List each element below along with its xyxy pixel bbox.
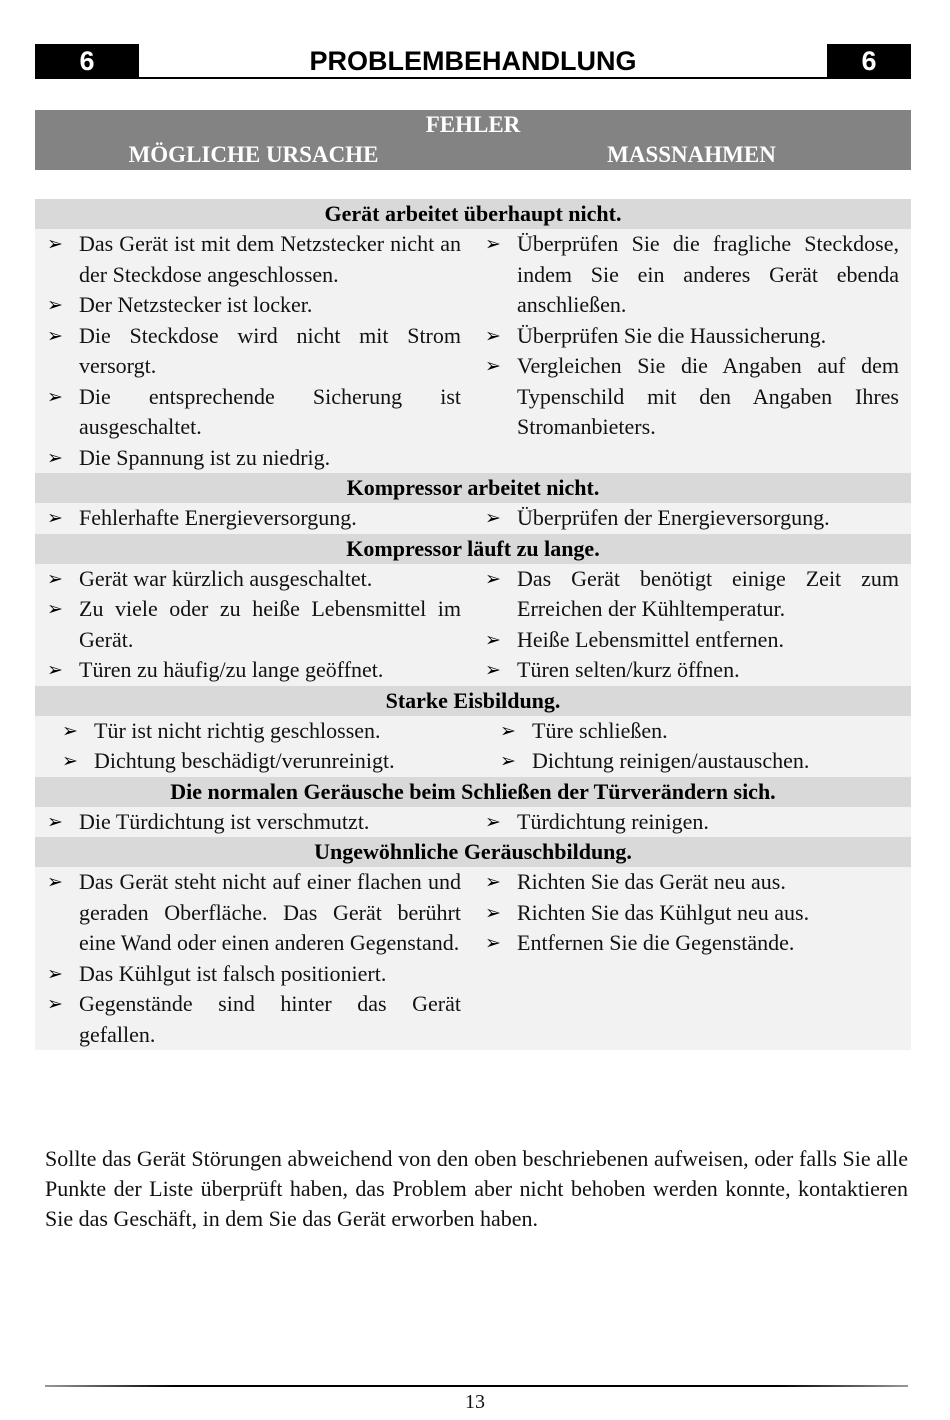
arrowhead-bullet-icon: ➢ <box>62 750 78 772</box>
section-title: Kompressor läuft zu lange. <box>35 534 911 564</box>
cause-item <box>45 989 461 1050</box>
action-list <box>473 716 911 777</box>
cause-list <box>35 807 473 838</box>
closing-paragraph: Sollte das Gerät Störungen abweichend von den oben beschriebenen aufweisen, oder falls Sie alle Punkte der Liste überprüft haben, das Problem aber nicht behoben werden konnte, kontaktieren Sie das Geschäft, in dem Sie das Gerät erworben haben. <box>45 1146 908 1231</box>
cause-item-text: Das Kühlgut ist falsch positioniert. <box>79 960 387 986</box>
action-list <box>473 807 911 838</box>
cause-item-text: Gerät war kürzlich ausgeschaltet. <box>79 565 373 591</box>
cause-item <box>45 290 461 321</box>
action-item <box>483 807 899 838</box>
arrowhead-bullet-icon: ➢ <box>47 993 63 1015</box>
cause-list <box>35 564 473 686</box>
section-title: Starke Eisbildung. <box>35 686 911 716</box>
troubleshooting-table <box>35 199 911 1050</box>
action-item <box>483 867 899 898</box>
arrowhead-bullet-icon: ➢ <box>485 355 501 377</box>
arrowhead-bullet-icon: ➢ <box>485 901 501 924</box>
arrowhead-bullet-icon: ➢ <box>47 233 63 255</box>
section-body <box>35 807 911 838</box>
section-body <box>35 716 911 777</box>
section-title: Die normalen Geräusche beim Schließen der Türverändern sich. <box>35 777 911 807</box>
action-item <box>483 351 899 443</box>
cause-item-text: Fehlerhafte Energieversorgung. <box>79 505 357 530</box>
cause-item-text: Dichtung beschädigt/verunreinigt. <box>94 748 395 773</box>
cause-list <box>35 867 473 1050</box>
arrowhead-bullet-icon: ➢ <box>47 507 63 529</box>
cause-item-text: Der Netzstecker ist locker. <box>79 292 313 317</box>
action-list <box>473 503 911 534</box>
arrowhead-bullet-icon: ➢ <box>47 810 63 833</box>
chapter-number-right: 6 <box>827 44 911 79</box>
action-item <box>483 928 899 959</box>
cause-list <box>35 229 473 473</box>
action-item <box>483 229 899 321</box>
action-item <box>498 746 899 777</box>
arrowhead-bullet-icon: ➢ <box>47 598 63 620</box>
cause-item <box>60 746 461 777</box>
cause-item <box>45 807 461 838</box>
action-item-text: Überprüfen Sie die Haussicherung. <box>517 322 827 348</box>
action-item <box>483 625 899 656</box>
arrowhead-bullet-icon: ➢ <box>62 719 78 742</box>
arrowhead-bullet-icon: ➢ <box>485 628 501 651</box>
section-title: Gerät arbeitet überhaupt nicht. <box>35 199 911 229</box>
cause-item <box>45 321 461 382</box>
arrowhead-bullet-icon: ➢ <box>500 719 516 742</box>
action-item-text: Überprüfen der Energieversorgung. <box>517 505 830 530</box>
arrowhead-bullet-icon: ➢ <box>485 507 501 529</box>
cause-item <box>45 443 461 474</box>
cause-list <box>35 503 473 534</box>
action-item <box>483 321 899 352</box>
cause-item <box>45 382 461 443</box>
action-list <box>473 867 911 1050</box>
section-body <box>35 503 911 534</box>
column-header-fehler: FEHLER <box>425 112 521 137</box>
arrowhead-bullet-icon: ➢ <box>485 932 501 954</box>
action-item <box>483 503 899 534</box>
arrowhead-bullet-icon: ➢ <box>485 659 501 681</box>
column-header-ursache: MÖGLICHE URSACHE <box>128 142 379 167</box>
action-list <box>473 229 911 473</box>
action-item-text: Richten Sie das Gerät neu aus. <box>517 869 786 894</box>
arrowhead-bullet-icon: ➢ <box>485 324 501 347</box>
section-body <box>35 867 911 1050</box>
arrowhead-bullet-icon: ➢ <box>500 750 516 772</box>
cause-item-text: Das Gerät ist mit dem Netzstecker nicht an der Steckdose angeschlossen. <box>79 231 461 287</box>
section-title: Ungewöhnliche Geräuschbildung. <box>35 837 911 867</box>
arrowhead-bullet-icon: ➢ <box>47 962 63 985</box>
chapter-number-left: 6 <box>35 44 139 79</box>
arrowhead-bullet-icon: ➢ <box>485 233 501 255</box>
action-item-text: Türdichtung reinigen. <box>517 808 709 834</box>
cause-item <box>45 959 461 990</box>
cause-item <box>45 655 461 686</box>
cause-item-text: Die Spannung ist zu niedrig. <box>79 444 331 470</box>
arrowhead-bullet-icon: ➢ <box>47 871 63 893</box>
arrowhead-bullet-icon: ➢ <box>47 567 63 590</box>
footer-rule <box>45 1385 908 1387</box>
cause-item <box>45 594 461 655</box>
section-body <box>35 229 911 473</box>
action-item-text: Das Gerät benötigt einige Zeit zum Erreichen der Kühltemperatur. <box>517 565 899 621</box>
cause-item-text: Das Gerät steht nicht auf einer flachen und geraden Oberfläche. Das Gerät berührt eine Wand oder einen anderen Gegenstand. <box>79 869 461 955</box>
action-item-text: Richten Sie das Kühlgut neu aus. <box>517 899 810 925</box>
cause-list <box>35 716 473 777</box>
action-item-text: Türe schließen. <box>532 717 668 743</box>
action-item <box>483 564 899 625</box>
action-item <box>483 655 899 686</box>
page-number: 13 <box>465 1391 485 1413</box>
arrowhead-bullet-icon: ➢ <box>485 567 501 590</box>
cause-item-text: Die Steckdose wird nicht mit Strom versorgt. <box>79 322 461 378</box>
chapter-header <box>35 44 911 79</box>
arrowhead-bullet-icon: ➢ <box>485 810 501 833</box>
cause-item <box>45 229 461 290</box>
arrowhead-bullet-icon: ➢ <box>47 385 63 408</box>
action-item <box>483 898 899 929</box>
section-title: Kompressor arbeitet nicht. <box>35 473 911 503</box>
cause-item <box>45 503 461 534</box>
action-item-text: Überprüfen Sie die fragliche Steckdose, indem Sie ein anderes Gerät ebenda anschließen. <box>517 231 899 317</box>
cause-item-text: Gegenstände sind hinter das Gerät gefallen. <box>79 991 461 1047</box>
action-item-text: Heiße Lebensmittel entfernen. <box>517 626 784 652</box>
cause-item <box>45 564 461 595</box>
arrowhead-bullet-icon: ➢ <box>47 446 63 469</box>
cause-item-text: Die entsprechende Sicherung ist ausgeschaltet. <box>79 383 461 439</box>
table-column-header <box>35 110 911 170</box>
action-item <box>498 716 899 747</box>
column-header-massnahmen: MASSNAHMEN <box>607 142 776 167</box>
cause-item-text: Türen zu häufig/zu lange geöffnet. <box>79 657 384 682</box>
action-item-text: Türen selten/kurz öffnen. <box>517 657 740 682</box>
arrowhead-bullet-icon: ➢ <box>47 294 63 316</box>
action-item-text: Vergleichen Sie die Angaben auf dem Typenschild mit den Angaben Ihres Stromanbieters. <box>517 353 899 439</box>
cause-item-text: Zu viele oder zu heiße Lebensmittel im Gerät. <box>79 596 461 652</box>
page-title: PROBLEMBEHANDLUNG <box>309 46 637 76</box>
cause-item <box>45 867 461 959</box>
arrowhead-bullet-icon: ➢ <box>47 324 63 347</box>
action-item-text: Entfernen Sie die Gegenstände. <box>517 930 795 955</box>
cause-item <box>60 716 461 747</box>
arrowhead-bullet-icon: ➢ <box>47 659 63 681</box>
section-body <box>35 564 911 686</box>
action-item-text: Dichtung reinigen/austauschen. <box>532 748 810 773</box>
action-list <box>473 564 911 686</box>
cause-item-text: Die Türdichtung ist verschmutzt. <box>79 808 370 834</box>
cause-item-text: Tür ist nicht richtig geschlossen. <box>94 717 381 743</box>
arrowhead-bullet-icon: ➢ <box>485 871 501 893</box>
